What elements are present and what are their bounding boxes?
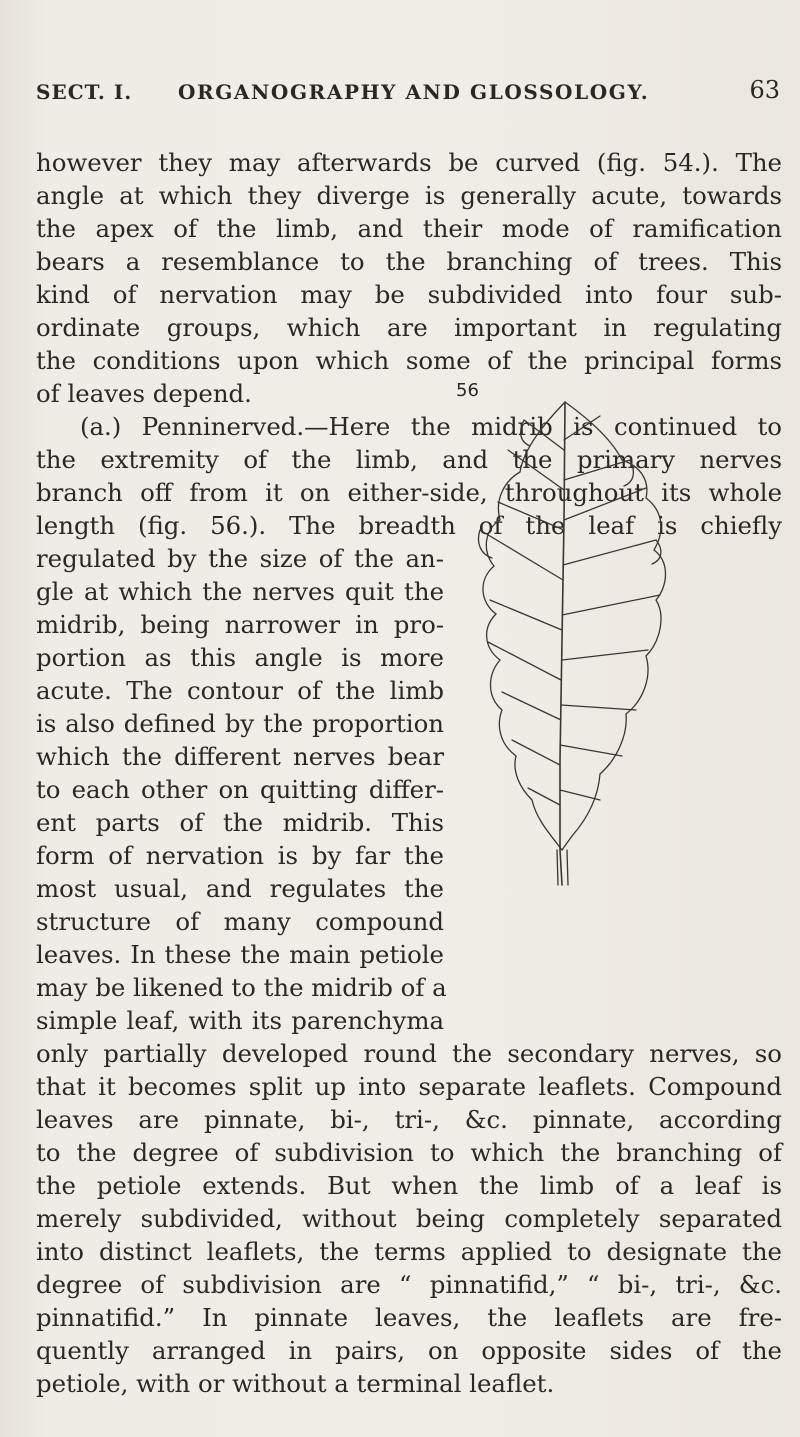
text-line: form of nervation is by far the xyxy=(36,841,444,870)
text-line: to each other on quitting differ- xyxy=(36,775,444,804)
running-title: ORGANOGRAPHY AND GLOSSOLOGY. xyxy=(178,80,650,104)
text-line: portion as this angle is more xyxy=(36,643,444,672)
text-line: leaves are pinnate, bi-, tri-, &c. pinnate, according xyxy=(36,1105,782,1134)
text-line: that it becomes split up into separate leaflets. Compound xyxy=(36,1072,782,1101)
figure-number: 56 xyxy=(456,380,479,401)
text-line: ent parts of the midrib. This xyxy=(36,808,444,837)
midrib xyxy=(560,402,565,885)
text-line: pinnatifid.” In pinnate leaves, the leaflets are fre- xyxy=(36,1303,782,1332)
text-line: ordinate groups, which are important in regulating xyxy=(36,313,782,342)
text-line: branch off from it on either-side, throughout its whole xyxy=(36,478,782,507)
text-line: the petiole extends. But when the limb of a leaf is xyxy=(36,1171,782,1200)
text-line: to the degree of subdivision to which the branching of xyxy=(36,1138,782,1167)
leaf-outline xyxy=(483,402,666,850)
text-line: however they may afterwards be curved (fig. 54.). The xyxy=(36,148,782,177)
text-line: length (fig. 56.). The breadth of the leaf is chiefly xyxy=(36,511,782,540)
text-line: merely subdivided, without being completely separated xyxy=(36,1204,782,1233)
text-line: angle at which they diverge is generally acute, towards xyxy=(36,181,782,210)
text-line: simple leaf, with its parenchyma xyxy=(36,1006,444,1035)
text-line: (a.) Penninerved.—Here the midrib is continued to xyxy=(80,412,782,441)
text-line: degree of subdivision are “ pinnatifid,” “ bi-, tri-, &c. xyxy=(36,1270,782,1299)
text-line: midrib, being narrower in pro- xyxy=(36,610,444,639)
text-line: bears a resemblance to the branching of trees. This xyxy=(36,247,782,276)
running-header xyxy=(36,76,780,110)
text-line: may be likened to the midrib of a xyxy=(36,973,447,1002)
leaf-illustration xyxy=(440,380,690,940)
text-line: the conditions upon which some of the principal forms xyxy=(36,346,782,375)
text-line: into distinct leaflets, the terms applied to designate the xyxy=(36,1237,782,1266)
text-line: is also defined by the proportion xyxy=(36,709,444,738)
text-line: acute. The contour of the limb xyxy=(36,676,444,705)
text-line: regulated by the size of the an- xyxy=(36,544,444,573)
page-number: 63 xyxy=(749,76,780,104)
text-line: most usual, and regulates the xyxy=(36,874,444,903)
text-line: of leaves depend. xyxy=(36,379,252,408)
text-line: kind of nervation may be subdivided into four sub- xyxy=(36,280,782,309)
text-line: petiole, with or without a terminal leaflet. xyxy=(36,1369,555,1398)
text-line: leaves. In these the main petiole xyxy=(36,940,444,969)
text-line: quently arranged in pairs, on opposite sides of the xyxy=(36,1336,782,1365)
text-line: which the different nerves bear xyxy=(36,742,444,771)
section-label: SECT. I. xyxy=(36,80,133,104)
text-line: the apex of the limb, and their mode of ramification xyxy=(36,214,782,243)
leaf-nervation-figure xyxy=(440,380,690,940)
text-line: gle at which the nerves quit the xyxy=(36,577,444,606)
text-line: the extremity of the limb, and the primary nerves xyxy=(36,445,782,474)
text-line: only partially developed round the secondary nerves, so xyxy=(36,1039,782,1068)
text-line: structure of many compound xyxy=(36,907,444,936)
